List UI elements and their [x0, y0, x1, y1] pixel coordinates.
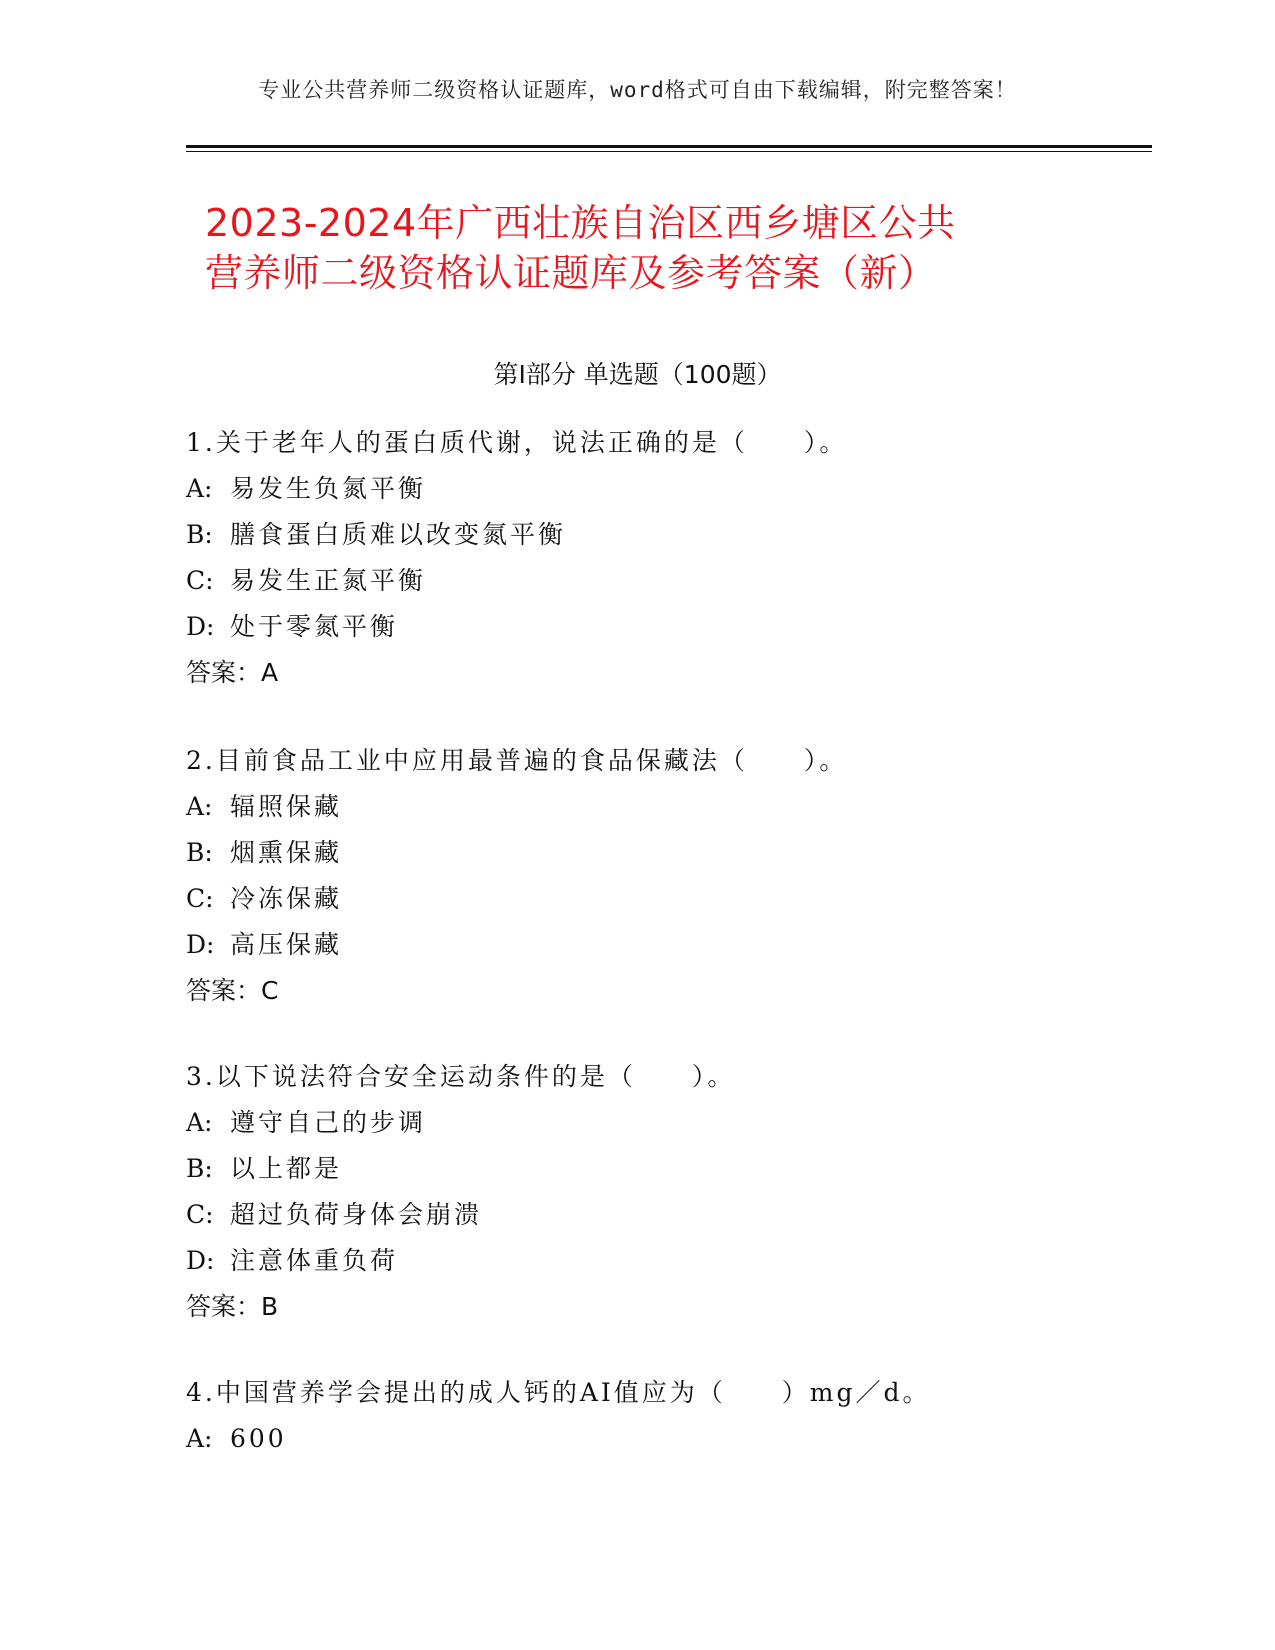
option-text: 超过负荷身体会崩溃 [230, 1200, 483, 1229]
option-text: 遵守自己的步调 [230, 1108, 427, 1137]
header-note: 专业公共营养师二级资格认证题库，word格式可自由下载编辑，附完整答案！ [258, 78, 1017, 102]
question-stem: 3.以下说法符合安全运动条件的是（ ）。 [186, 1062, 736, 1091]
option-letter: B: [186, 1154, 213, 1183]
option-c [186, 558, 1146, 604]
option-text: 600 [230, 1424, 287, 1453]
option-text: 膳食蛋白质难以改变氮平衡 [230, 520, 567, 549]
option-letter: D: [186, 612, 215, 641]
answer-line: 答案：A [186, 658, 279, 687]
option-letter: D: [186, 930, 215, 959]
option-d [186, 604, 1146, 650]
option-letter: C: [186, 1200, 214, 1229]
option-text: 辐照保藏 [230, 792, 343, 821]
header-rule-thick [186, 145, 1152, 148]
option-d [186, 922, 1146, 968]
question-stem: 1.关于老年人的蛋白质代谢，说法正确的是（ ）。 [186, 428, 848, 457]
option-letter: B: [186, 520, 213, 549]
option-c [186, 1192, 1146, 1238]
option-a [186, 466, 1146, 512]
option-letter: A: [186, 792, 213, 821]
option-text: 易发生正氮平衡 [230, 566, 427, 595]
question-4 [186, 1370, 1146, 1462]
document-title-line-2: 营养师二级资格认证题库及参考答案（新） [205, 251, 937, 295]
option-letter: A: [186, 1108, 213, 1137]
option-letter: C: [186, 566, 214, 595]
option-text: 易发生负氮平衡 [230, 474, 427, 503]
question-stem: 2.目前食品工业中应用最普遍的食品保藏法（ ）。 [186, 746, 848, 775]
option-letter: D: [186, 1246, 215, 1275]
option-text: 注意体重负荷 [230, 1246, 399, 1275]
question-stem: 4.中国营养学会提出的成人钙的AI值应为（ ）mg／d。 [186, 1378, 931, 1407]
option-text: 烟熏保藏 [230, 838, 343, 867]
answer-line: 答案：B [186, 1292, 279, 1321]
option-b [186, 1146, 1146, 1192]
header-rule-thin [186, 151, 1152, 152]
option-text: 高压保藏 [230, 930, 343, 959]
section-heading: 第Ⅰ部分 单选题（100题） [493, 360, 782, 389]
option-d [186, 1238, 1146, 1284]
option-letter: C: [186, 884, 214, 913]
option-letter: A: [186, 474, 213, 503]
option-text: 以上都是 [230, 1154, 343, 1183]
option-text: 冷冻保藏 [230, 884, 343, 913]
option-letter: A: [186, 1424, 213, 1453]
option-b [186, 830, 1146, 876]
option-a [186, 1416, 1146, 1462]
option-a [186, 1100, 1146, 1146]
option-a [186, 784, 1146, 830]
option-text: 处于零氮平衡 [230, 612, 399, 641]
answer-line: 答案：C [186, 976, 279, 1005]
option-letter: B: [186, 838, 213, 867]
option-c [186, 876, 1146, 922]
document-title-line-1: 2023-2024年广西壮族自治区西乡塘区公共 [205, 201, 956, 245]
question-1 [186, 420, 1146, 696]
option-b [186, 512, 1146, 558]
document-title [205, 198, 1085, 298]
question-3 [186, 1054, 1146, 1330]
question-2 [186, 738, 1146, 1014]
